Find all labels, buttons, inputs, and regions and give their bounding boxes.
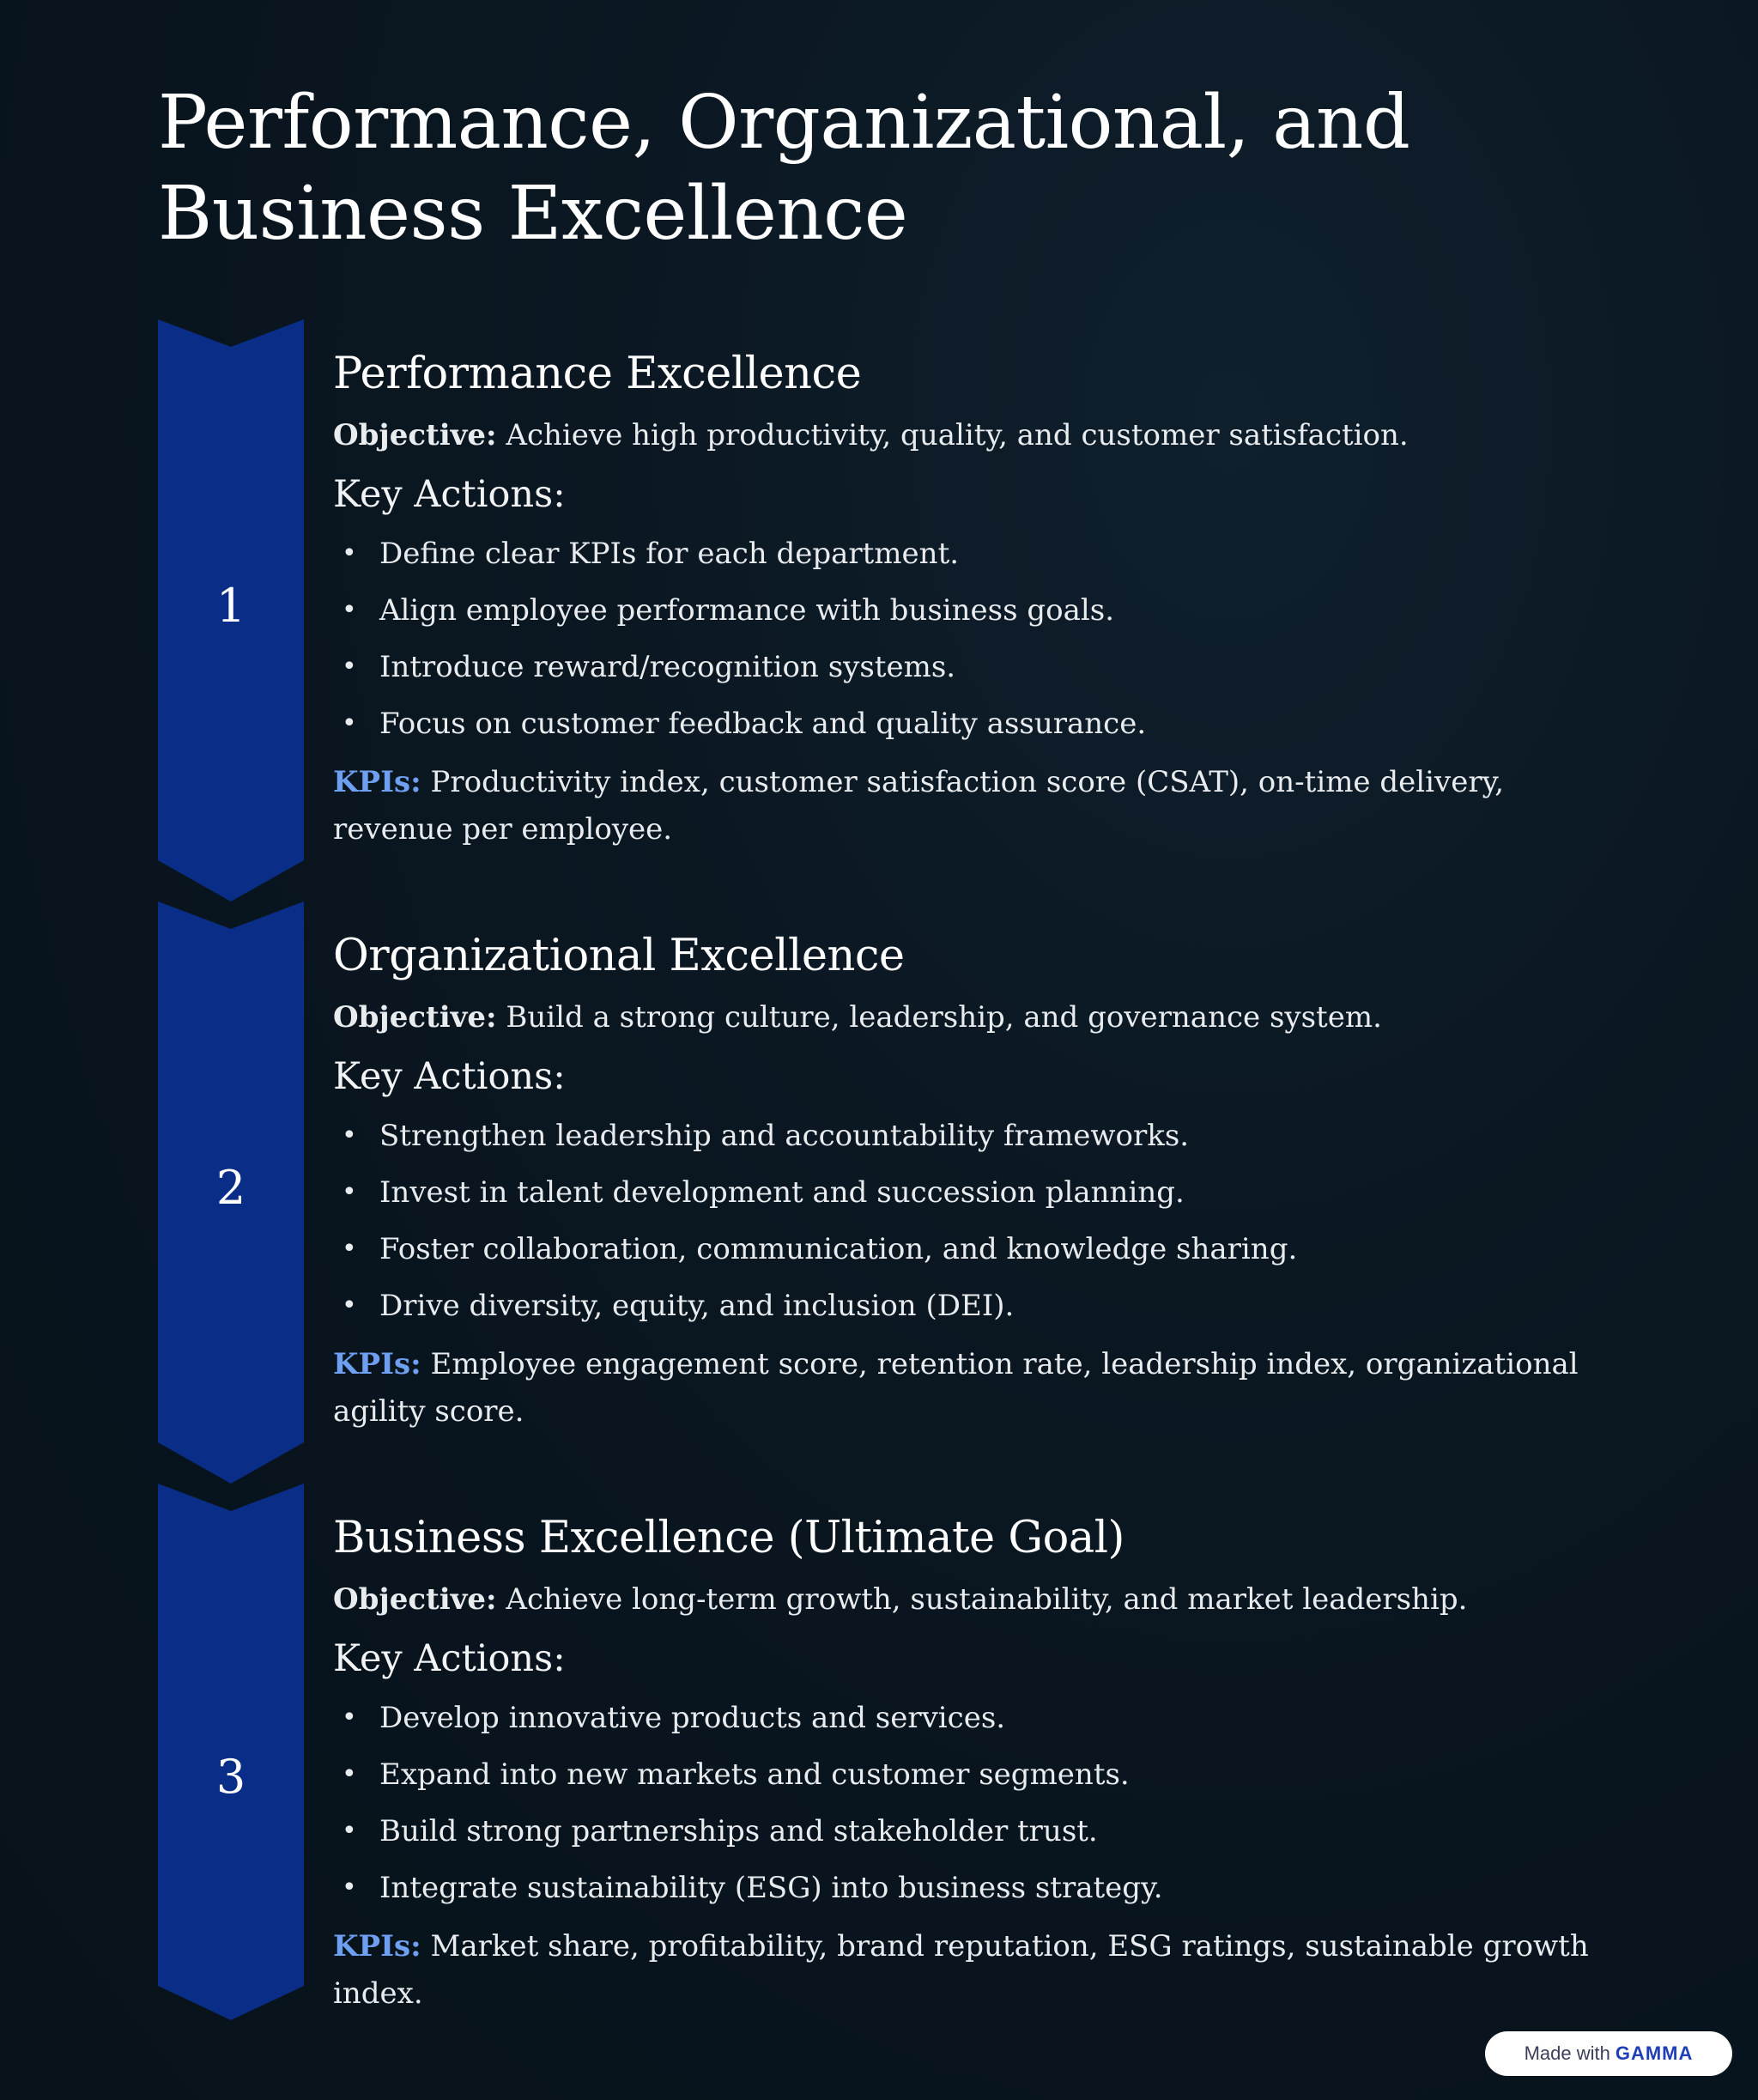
list-item-text: Strengthen leadership and accountability frameworks. <box>379 1119 1190 1153</box>
key-actions-list <box>333 1696 1603 1909</box>
key-actions-heading: Key Actions: <box>333 473 566 516</box>
list-item-text: Align employee performance with business goals. <box>379 593 1115 628</box>
bullet-icon: • <box>342 1234 357 1264</box>
bullet-icon: • <box>342 1177 357 1207</box>
bullet-icon: • <box>342 1290 357 1320</box>
step-heading: Performance Excellence <box>333 349 862 399</box>
kpis <box>333 1341 1603 1435</box>
step-content <box>333 1509 1603 2018</box>
list-item-text: Invest in talent development and succession planning. <box>379 1175 1185 1210</box>
gamma-logo: GAMMA <box>1615 2042 1694 2064</box>
objective-label: Objective: <box>333 418 497 452</box>
list-item-text: Define clear KPIs for each department. <box>379 537 960 571</box>
step-number: 2 <box>215 1161 246 1215</box>
step-heading: Business Excellence (Ultimate Goal) <box>333 1513 1125 1563</box>
step-heading: Organizational Excellence <box>333 931 905 981</box>
kpis <box>333 759 1603 853</box>
bullet-icon: • <box>342 538 357 568</box>
bullet-icon: • <box>342 1872 357 1903</box>
bullet-icon: • <box>342 1759 357 1789</box>
list-item-text: Build strong partnerships and stakeholder trust. <box>379 1814 1098 1848</box>
kpis-label: KPIs: <box>333 1347 421 1381</box>
bullet-icon: • <box>342 652 357 682</box>
list-item <box>333 589 1603 632</box>
step-number: 3 <box>215 1750 246 1804</box>
list-item-text: Focus on customer feedback and quality assurance. <box>379 707 1147 741</box>
key-actions-heading: Key Actions: <box>333 1637 566 1680</box>
list-item <box>333 1866 1603 1909</box>
bullet-icon: • <box>342 708 357 738</box>
objective <box>333 996 1603 1039</box>
list-item-text: Introduce reward/recognition systems. <box>379 650 956 684</box>
step-content <box>333 927 1603 1435</box>
key-actions-list <box>333 1114 1603 1327</box>
list-item-text: Foster collaboration, communication, and knowledge sharing. <box>379 1232 1298 1266</box>
list-item-text: Integrate sustainability (ESG) into business strategy. <box>379 1871 1163 1905</box>
list-item <box>333 532 1603 575</box>
bullet-icon: • <box>342 1120 357 1150</box>
kpis-text: Market share, profitability, brand reputation, ESG ratings, sustainable growth index. <box>333 1929 1589 2011</box>
list-item-text: Expand into new markets and customer segments. <box>379 1757 1130 1792</box>
kpis-label: KPIs: <box>333 1929 421 1963</box>
objective <box>333 1578 1603 1621</box>
list-item <box>333 1753 1603 1796</box>
step-content <box>333 345 1603 853</box>
list-item <box>333 1696 1603 1739</box>
objective-text: Achieve high productivity, quality, and customer satisfaction. <box>496 418 1409 452</box>
kpis-text: Employee engagement score, retention rate, leadership index, organizational agility score. <box>333 1347 1579 1429</box>
badge-made-with-text: Made with <box>1524 2042 1610 2064</box>
list-item <box>333 1228 1603 1271</box>
objective-text: Build a strong culture, leadership, and governance system. <box>496 1000 1382 1035</box>
objective-text: Achieve long-term growth, sustainability, and market leadership. <box>496 1582 1468 1617</box>
objective-label: Objective: <box>333 1000 497 1035</box>
list-item <box>333 702 1603 745</box>
list-item <box>333 1284 1603 1327</box>
objective-label: Objective: <box>333 1582 497 1617</box>
kpis-text: Productivity index, customer satisfaction score (CSAT), on-time delivery, revenue per employee. <box>333 765 1505 847</box>
kpis-label: KPIs: <box>333 765 421 799</box>
list-item-text: Develop innovative products and services. <box>379 1701 1006 1735</box>
made-with-gamma-badge[interactable] <box>1485 2031 1732 2076</box>
list-item <box>333 1114 1603 1157</box>
list-item <box>333 646 1603 689</box>
list-item <box>333 1171 1603 1214</box>
key-actions-list <box>333 532 1603 745</box>
key-actions-heading: Key Actions: <box>333 1055 566 1098</box>
list-item <box>333 1810 1603 1853</box>
bullet-icon: • <box>342 1816 357 1846</box>
bullet-icon: • <box>342 1702 357 1733</box>
step-number: 1 <box>215 579 246 633</box>
objective <box>333 414 1603 457</box>
list-item-text: Drive diversity, equity, and inclusion (DEI). <box>379 1289 1015 1323</box>
page-title: Performance, Organizational, and Business Excellence <box>158 80 1410 257</box>
bullet-icon: • <box>342 595 357 625</box>
kpis <box>333 1923 1603 2018</box>
